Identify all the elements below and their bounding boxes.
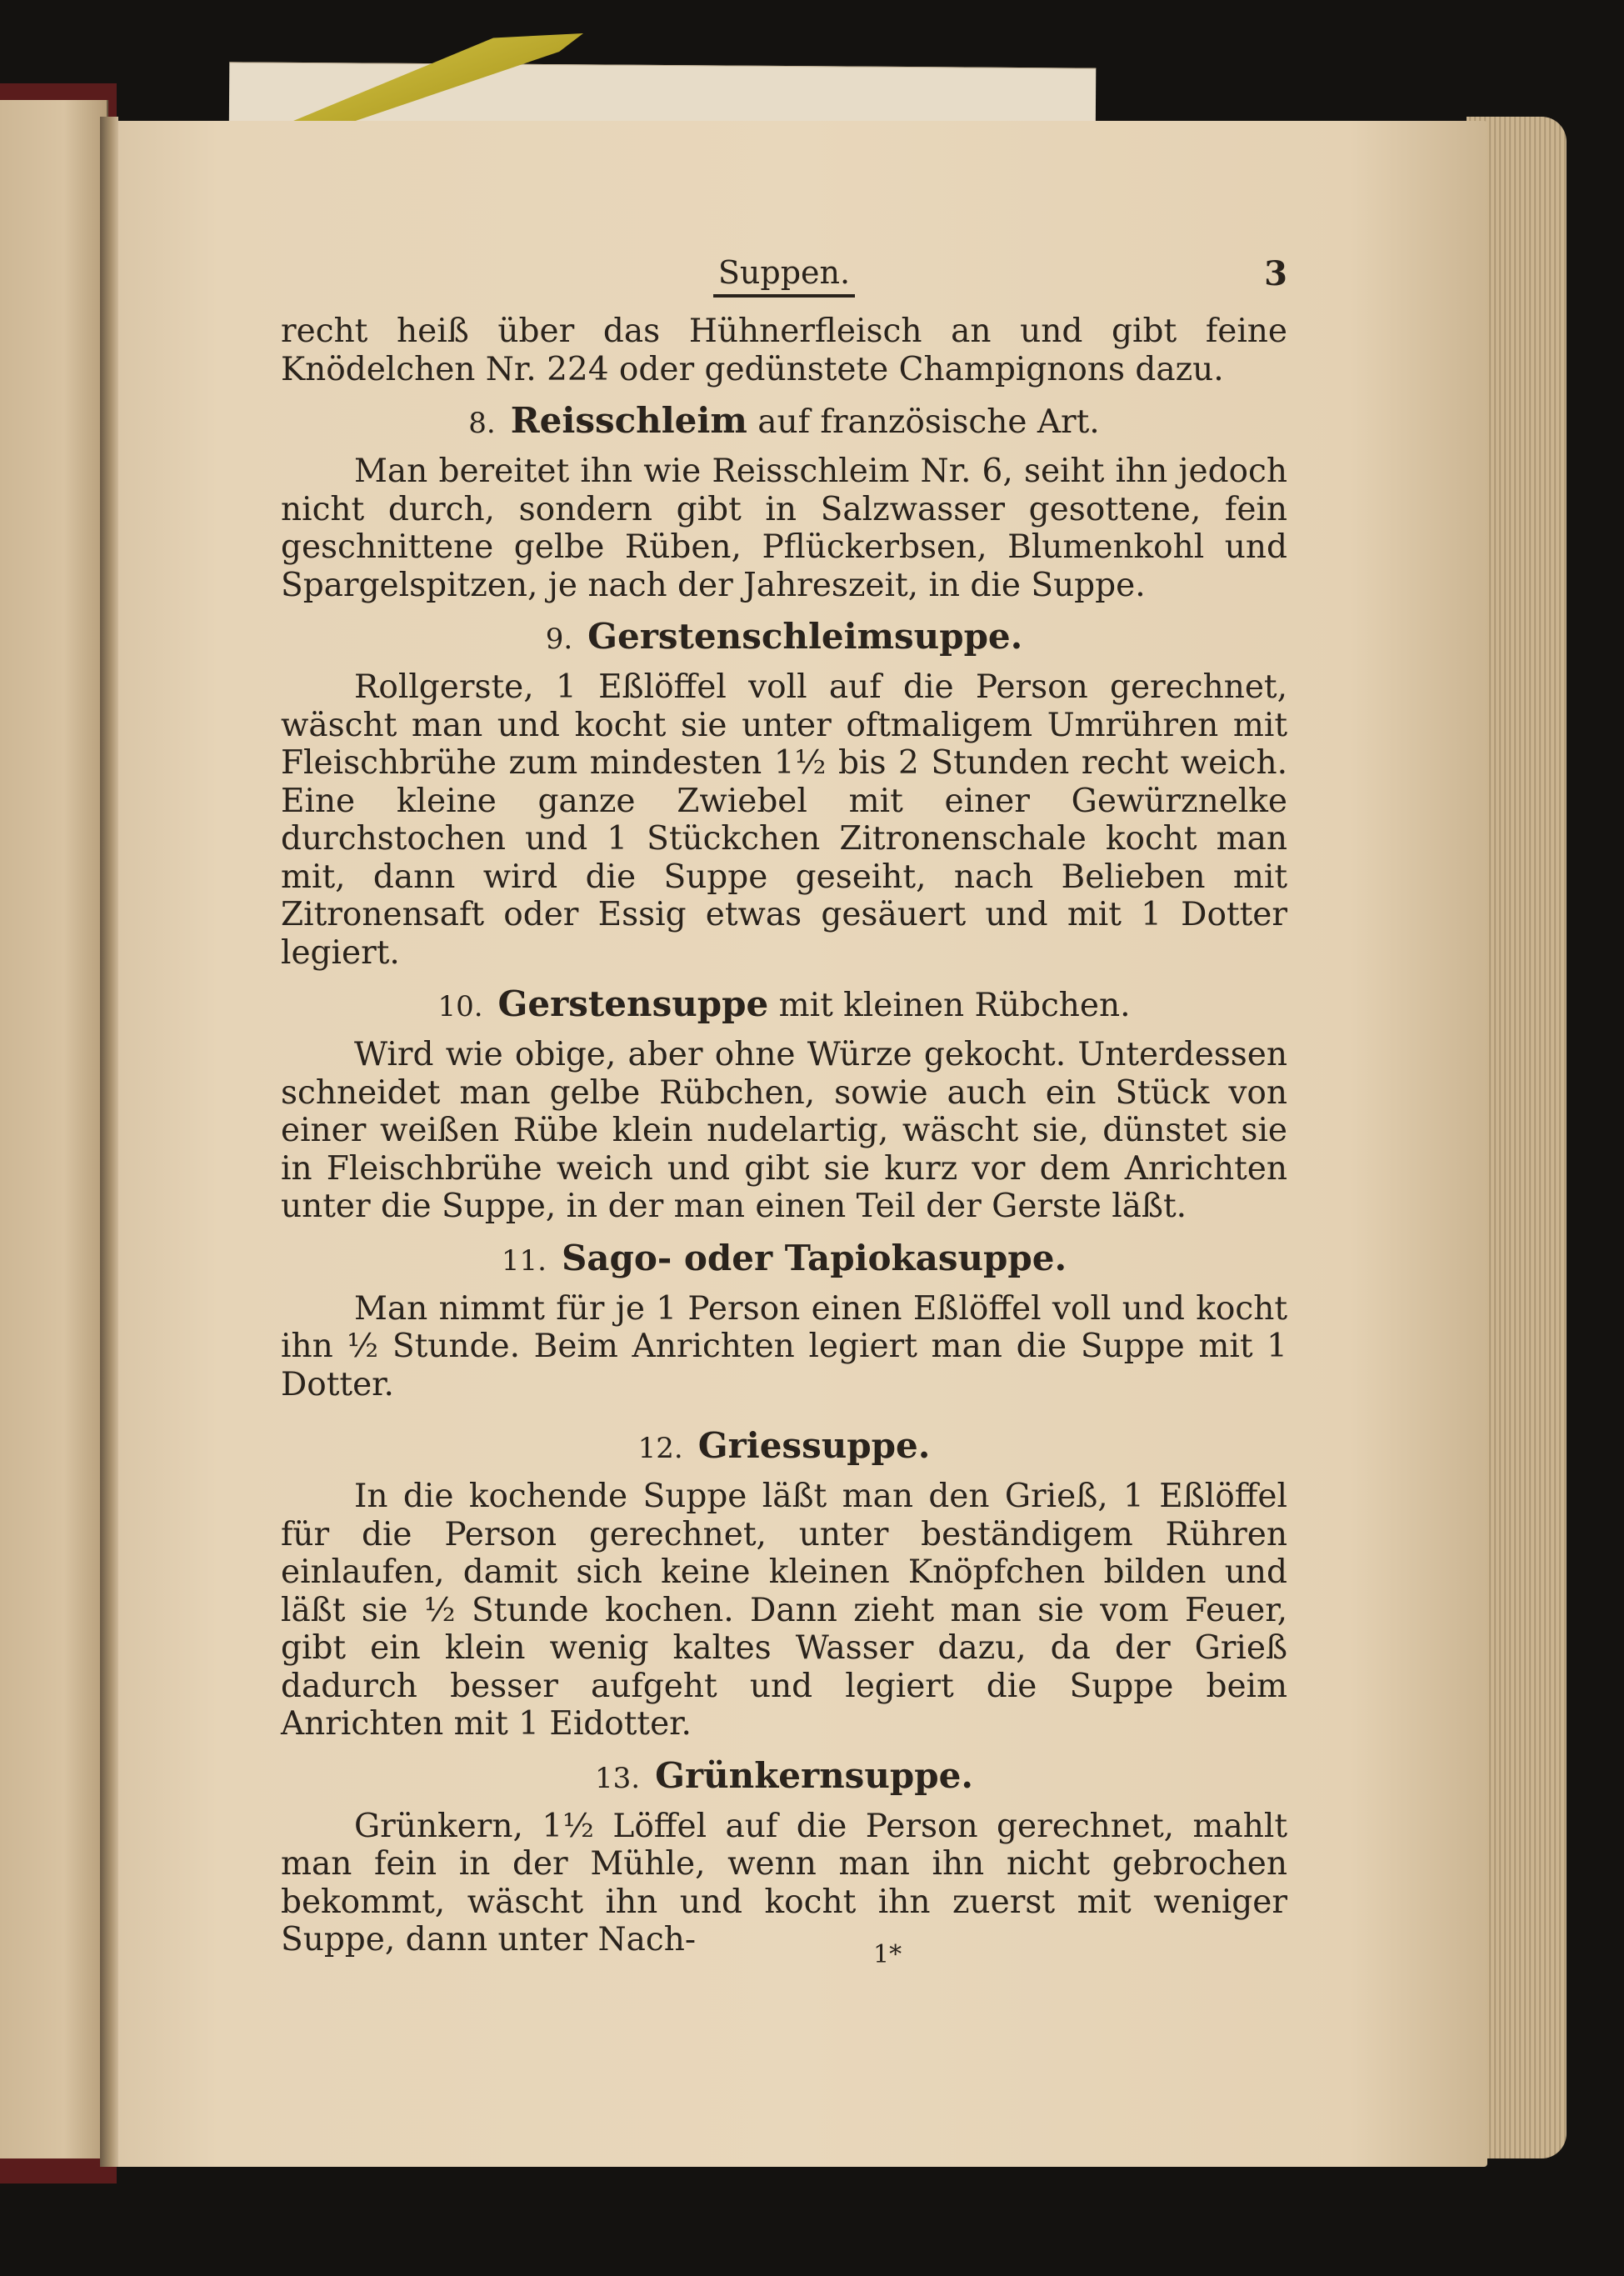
recipe-heading: [281, 616, 1287, 660]
recipe-heading: [281, 400, 1287, 444]
recipe-number: 10.: [437, 990, 483, 1023]
recipe-title: Gerstensuppe: [497, 983, 769, 1024]
running-head: [281, 254, 1287, 298]
left-page-edge: [0, 100, 108, 2158]
recipe-heading: [281, 1755, 1287, 1799]
recipe-number: 13.: [595, 1761, 641, 1795]
recipe-title-suffix: auf französische Art.: [757, 403, 1100, 441]
recipe-number: 8.: [468, 407, 496, 440]
recipe-number: 9.: [545, 623, 573, 656]
page-content: [281, 254, 1287, 1959]
intro-paragraph: recht heiß über das Hühnerfleisch an und gibt feine Knödelchen Nr. 224 oder gedünstete Champignons dazu.: [281, 313, 1287, 388]
recipe-heading: [281, 1238, 1287, 1282]
recipe-title: Griessuppe.: [697, 1425, 931, 1466]
recipe-body: Grünkern, 1½ Löffel auf die Person gerechnet, mahlt man fein in der Mühle, wenn man ihn nicht gebrochen bekommt, wäscht ihn und kocht ihn zuerst mit weniger Suppe, dann unter Nach-: [281, 1807, 1287, 1958]
recipe-heading: [281, 983, 1287, 1028]
recipe-title: Sago- oder Tapiokasuppe.: [561, 1237, 1067, 1278]
page-number: 3: [1264, 254, 1287, 293]
recipe-body: Wird wie obige, aber ohne Würze gekocht. Unterdessen schneidet man gelbe Rübchen, sowie auch ein Stück von einer weißen Rübe klein nudelartig, wäscht sie, dünstet sie in Fleischbrühe weich und gibt sie kurz vor dem Anrichten unter die Suppe, in der man einen Teil der Gerste läßt.: [281, 1036, 1287, 1225]
book-gutter: [100, 117, 118, 2167]
recipe-title: Reisschleim: [510, 400, 747, 441]
recipe-title-suffix: mit kleinen Rübchen.: [778, 987, 1131, 1024]
recipe-body: In die kochende Suppe läßt man den Grieß, 1 Eßlöffel für die Person gerechnet, unter beständigem Rühren einlaufen, damit sich keine kleinen Knöpfchen bilden und läßt sie ½ Stunde kochen. Dann zieht man sie vom Feuer, gibt ein klein wenig kaltes Wasser dazu, da der Grieß dadurch besser aufgeht und legiert die Suppe beim Anrichten mit 1 Eidotter.: [281, 1478, 1287, 1743]
recipe-body: Man nimmt für je 1 Person einen Eßlöffel voll und kocht ihn ½ Stunde. Beim Anrichten legiert man die Suppe mit 1 Dotter.: [281, 1289, 1287, 1403]
recipe-body: Rollgerste, 1 Eßlöffel voll auf die Person gerechnet, wäscht man und kocht sie unter oftmaligem Umrühren mit Fleischbrühe zum mindesten 1½ bis 2 Stunden recht weich. Eine kleine ganze Zwiebel mit einer Gewürznelke durchstochen und 1 Stückchen Zitronenschale kocht man mit, dann wird die Suppe geseiht, nach Belieben mit Zitronensaft oder Essig etwas gesäuert und mit 1 Dotter legiert.: [281, 668, 1287, 972]
recipe-title: Gerstenschleimsuppe.: [587, 616, 1023, 657]
recipe-body: Man bereitet ihn wie Reisschleim Nr. 6, seiht ihn jedoch nicht durch, sondern gibt in Salzwasser gesottene, fein geschnittene gelbe Rüben, Pflückerbsen, Blumenkohl und Spargelspitzen, je nach der Jahreszeit, in die Suppe.: [281, 453, 1287, 604]
page-header: [281, 254, 1287, 313]
printer-signature-mark: 1*: [873, 1940, 902, 1969]
recipe-heading: [281, 1425, 1287, 1469]
recipe-title: Grünkernsuppe.: [655, 1754, 973, 1796]
recipe-number: 11.: [501, 1243, 547, 1278]
recipe-number: 12.: [637, 1432, 683, 1465]
running-head-text: Suppen.: [713, 254, 855, 298]
